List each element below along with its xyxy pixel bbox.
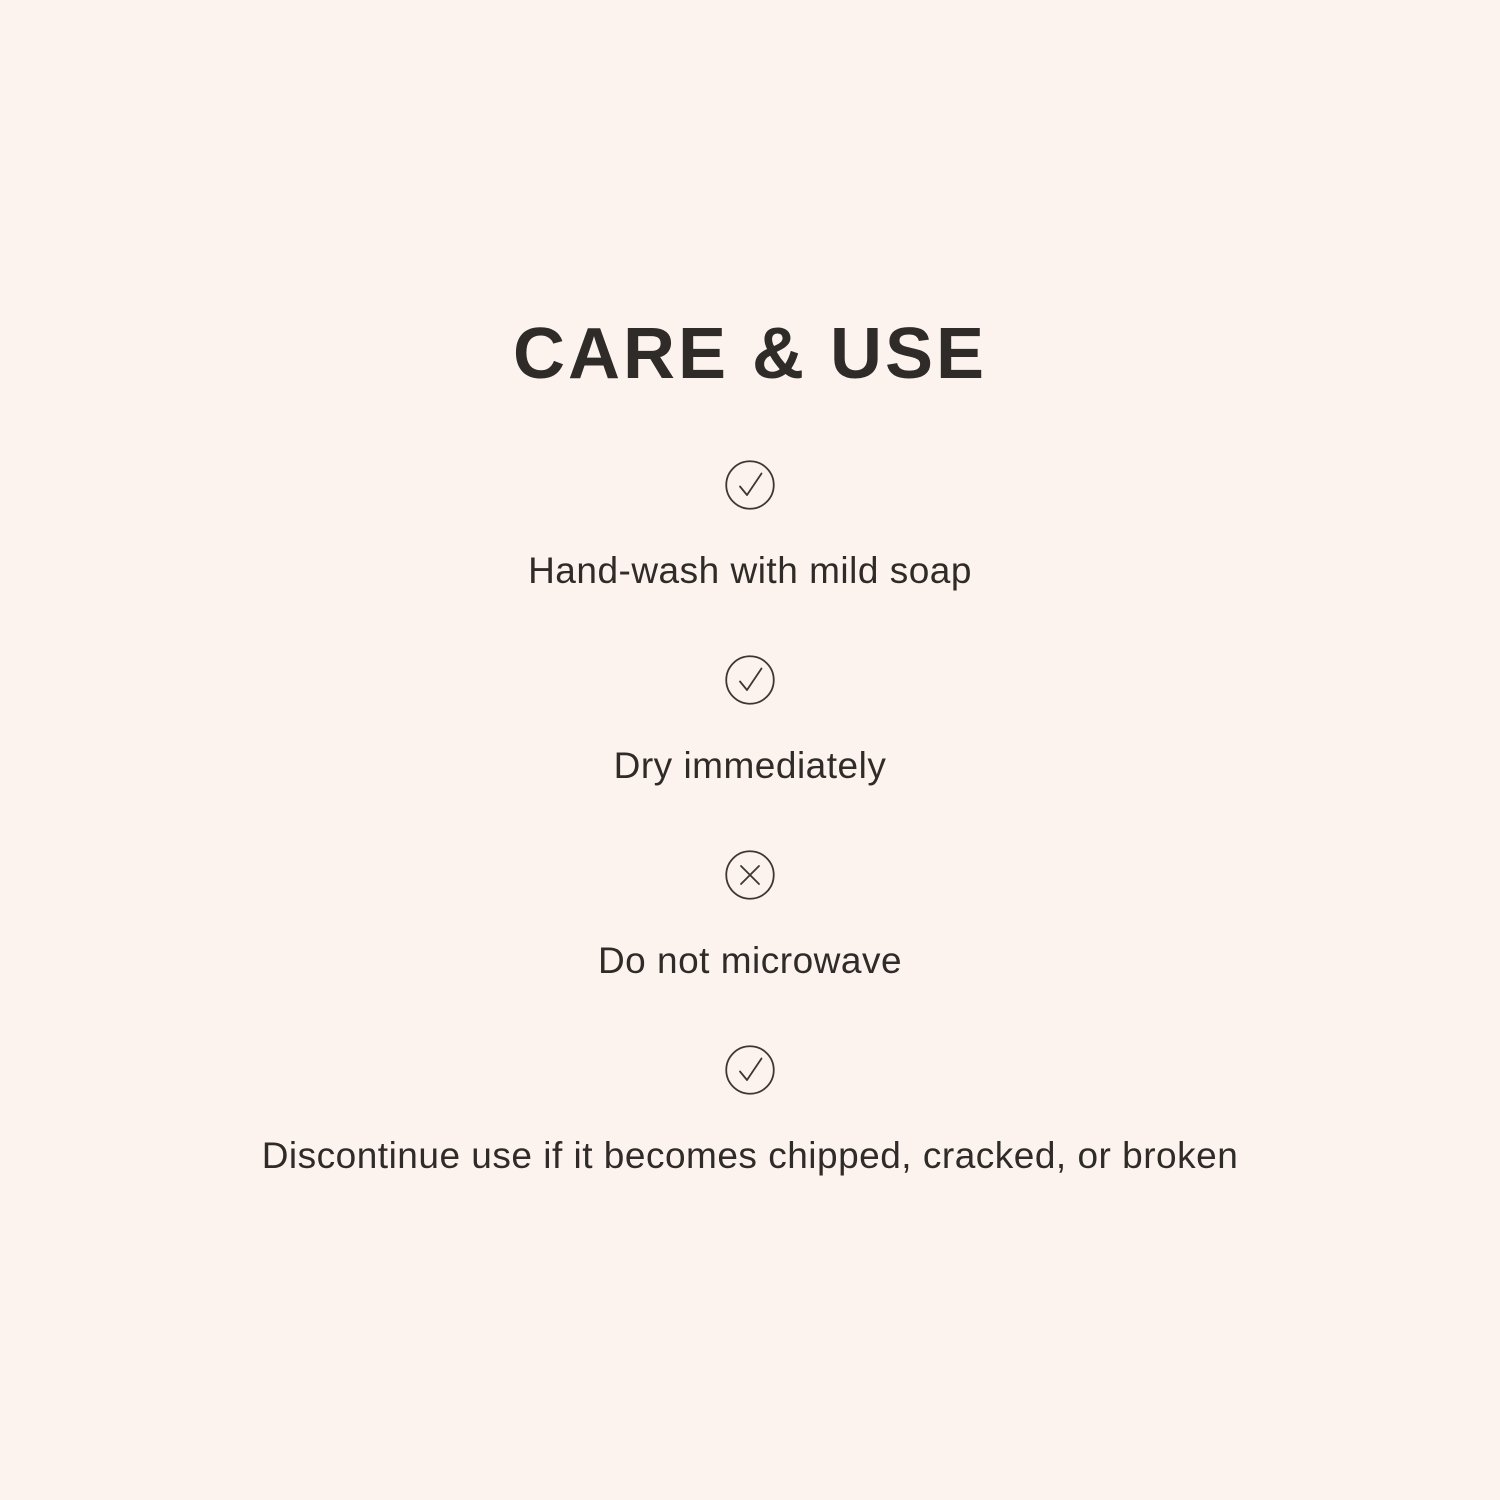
care-item-label: Discontinue use if it becomes chipped, cracked, or broken — [261, 1135, 1239, 1176]
care-item-label: Dry immediately — [613, 745, 887, 786]
care-items-list — [262, 460, 1239, 1240]
check-icon — [725, 655, 775, 705]
care-item — [262, 1045, 1239, 1175]
page-title: CARE & USE — [512, 314, 988, 394]
care-item — [528, 460, 972, 590]
cross-icon — [725, 850, 775, 900]
care-item-label: Do not microwave — [597, 940, 903, 981]
check-icon — [725, 460, 775, 510]
care-item-label: Hand-wash with mild soap — [528, 550, 972, 591]
care-item — [598, 850, 902, 980]
care-item — [614, 655, 887, 785]
check-icon — [725, 1045, 775, 1095]
